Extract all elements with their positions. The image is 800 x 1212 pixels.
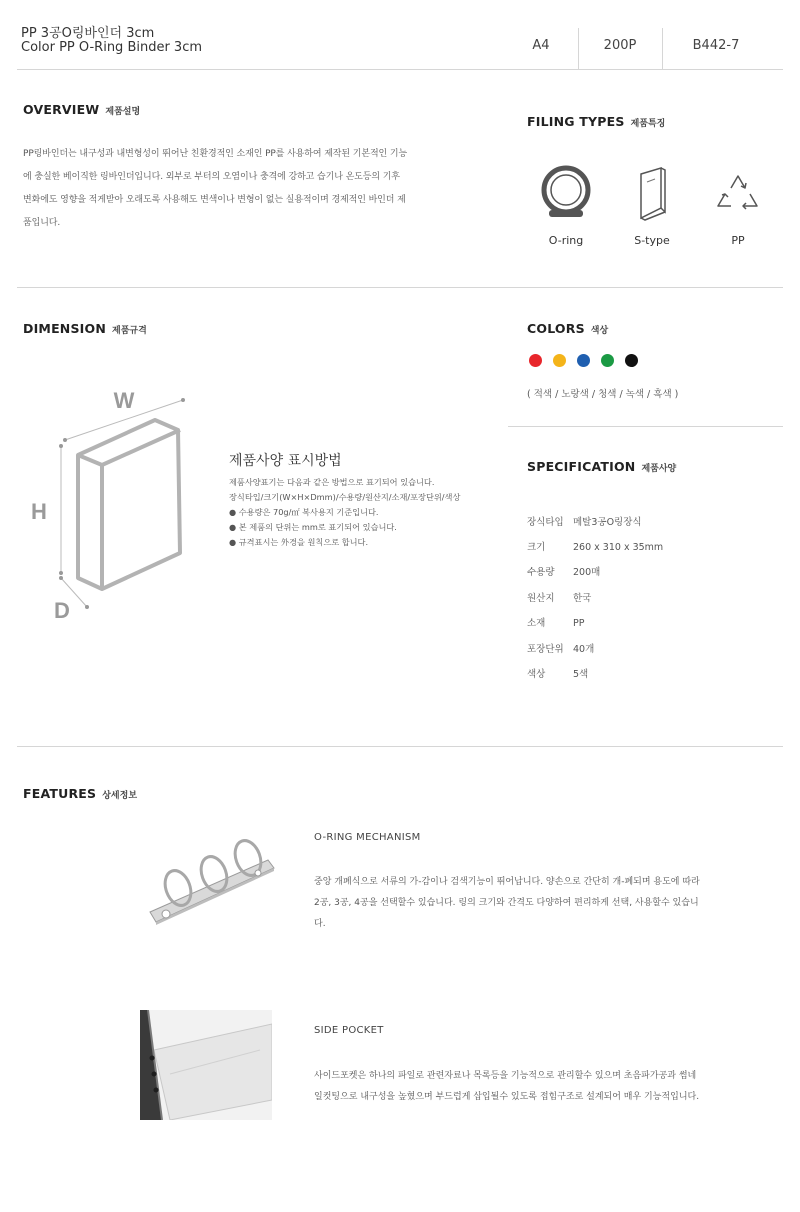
header-capacity-cell: 200P — [603, 38, 637, 53]
header-size-cell: A4 — [532, 38, 550, 53]
overview-heading: OVERVIEW 제품설명 — [23, 102, 141, 117]
spec-value: 40개 — [573, 644, 595, 655]
overview-line: 변화에도 영향을 적게받아 오래도록 사용해도 변색이나 변형이 없는 실용적이며 경제적인 바인더 제 — [23, 195, 406, 205]
header-divider — [662, 28, 663, 69]
dimension-heading: DIMENSION 제품규격 — [23, 321, 147, 336]
spec-row — [527, 590, 591, 604]
filing-type-o-ring — [526, 164, 606, 247]
spec-value: 5색 — [573, 669, 589, 680]
spec-value: 한국 — [573, 593, 592, 604]
spec-value: 260 x 310 x 35mm — [573, 542, 664, 553]
binder-dimension-diagram — [20, 378, 220, 628]
spec-row — [527, 666, 588, 680]
color-swatch-red — [529, 354, 542, 367]
spec-key: 수용량 — [527, 567, 555, 578]
feature-title-o-ring: O-RING MECHANISM — [314, 832, 421, 843]
header-divider — [578, 28, 579, 69]
width-label: W — [113, 388, 135, 413]
filing-types-heading: FILING TYPES 제품특징 — [527, 114, 666, 129]
spec-row — [527, 615, 584, 629]
spec-key: 소재 — [527, 618, 546, 629]
spec-value: 200매 — [573, 567, 601, 578]
dimension-notation-text — [229, 475, 499, 550]
features-heading: FEATURES 상세정보 — [23, 786, 138, 801]
dimension-line: ● 규격표시는 外경을 원칙으로 합니다. — [229, 537, 369, 547]
overview-line: 품입니다. — [23, 218, 61, 228]
header-rule — [17, 69, 783, 70]
depth-label: D — [54, 598, 70, 623]
feature-desc-side-pocket — [314, 1066, 764, 1108]
dimension-line: ● 본 제품의 단위는 mm로 표기되어 있습니다. — [229, 522, 397, 532]
colors-rule — [508, 426, 783, 427]
spec-key: 장식타입 — [527, 517, 564, 528]
header-code-cell: B442-7 — [692, 38, 740, 53]
overview-line: PP링바인더는 내구성과 내변형성이 뛰어난 친환경적인 소재인 PP를 사용하여 제작된 기본적인 기능 — [23, 149, 408, 159]
colors-heading: COLORS 색상 — [527, 321, 609, 336]
feature-line: 일컷팅으로 내구성을 높혔으며 부드럽게 삽입될수 있도록 접힘구조로 설계되어 매우 기능적입니다. — [314, 1092, 700, 1102]
dimension-notation-heading: 제품사양 표시방법 — [229, 453, 342, 469]
o-ring-icon — [533, 164, 599, 222]
feature-line: 사이드포켓은 하나의 파일로 관련자료나 목록등을 기능적으로 관리할수 있으며 초음파가공과 썸네 — [314, 1071, 697, 1081]
recycle-icon — [705, 164, 771, 222]
color-swatch-blue — [577, 354, 590, 367]
feature-line: 다. — [314, 919, 326, 929]
feature-title-side-pocket: SIDE POCKET — [314, 1025, 384, 1036]
s-type-binder-icon — [619, 164, 685, 222]
overview-text — [23, 143, 463, 235]
spec-row — [527, 514, 642, 528]
color-swatch-green — [601, 354, 614, 367]
spec-row — [527, 539, 663, 553]
spec-key: 원산지 — [527, 593, 555, 604]
filing-type-label: S-type — [634, 234, 670, 247]
section-rule — [17, 746, 783, 747]
dimension-line: 장식타입/크기(W×H×Dmm)/수용량/원산지/소재/포장단위/색상 — [229, 492, 461, 502]
feature-line: 중앙 개폐식으로 서류의 가-감이나 검색기능이 뛰어납니다. 양손으로 간단히 개-폐되며 용도에 따라 — [314, 877, 700, 887]
dimension-line: 제품사양표기는 다음과 같은 방법으로 표기되어 있습니다. — [229, 477, 435, 487]
color-names: ( 적색 / 노랑색 / 청색 / 녹색 / 흑색 ) — [527, 389, 679, 400]
filing-type-label: PP — [731, 234, 745, 247]
spec-key: 색상 — [527, 669, 546, 680]
o-ring-mechanism-image — [140, 838, 280, 928]
feature-desc-o-ring — [314, 872, 764, 935]
dimension-line: ● 수용량은 70g/㎡ 복사용지 기준입니다. — [229, 507, 379, 517]
feature-line: 2공, 3공, 4공을 선택할수 있습니다. 링의 크기와 간격도 다양하여 편리하게 선택, 사용할수 있습니 — [314, 898, 699, 908]
spec-row — [527, 564, 600, 578]
overview-line: 에 충실한 베이직한 링바인더입니다. 외부로 부터의 오염이나 충격에 강하고 습기나 온도등의 기후 — [23, 172, 400, 182]
color-swatch-black — [625, 354, 638, 367]
spec-value: 메탈3공O링장식 — [573, 517, 642, 528]
spec-row — [527, 641, 594, 655]
side-pocket-image — [140, 1010, 272, 1120]
height-label: H — [31, 499, 47, 524]
spec-key: 크기 — [527, 542, 546, 553]
filing-type-label: O-ring — [548, 234, 584, 247]
section-rule — [17, 287, 783, 288]
color-swatch-yellow — [553, 354, 566, 367]
product-title-ko: PP 3공O링바인더 3cm — [21, 26, 155, 41]
spec-key: 포장단위 — [527, 644, 564, 655]
filing-type-pp — [698, 164, 778, 247]
product-title-en: Color PP O-Ring Binder 3cm — [21, 40, 203, 55]
specification-heading: SPECIFICATION 제품사양 — [527, 459, 677, 474]
filing-type-s-type — [612, 164, 692, 247]
spec-value: PP — [573, 618, 585, 629]
